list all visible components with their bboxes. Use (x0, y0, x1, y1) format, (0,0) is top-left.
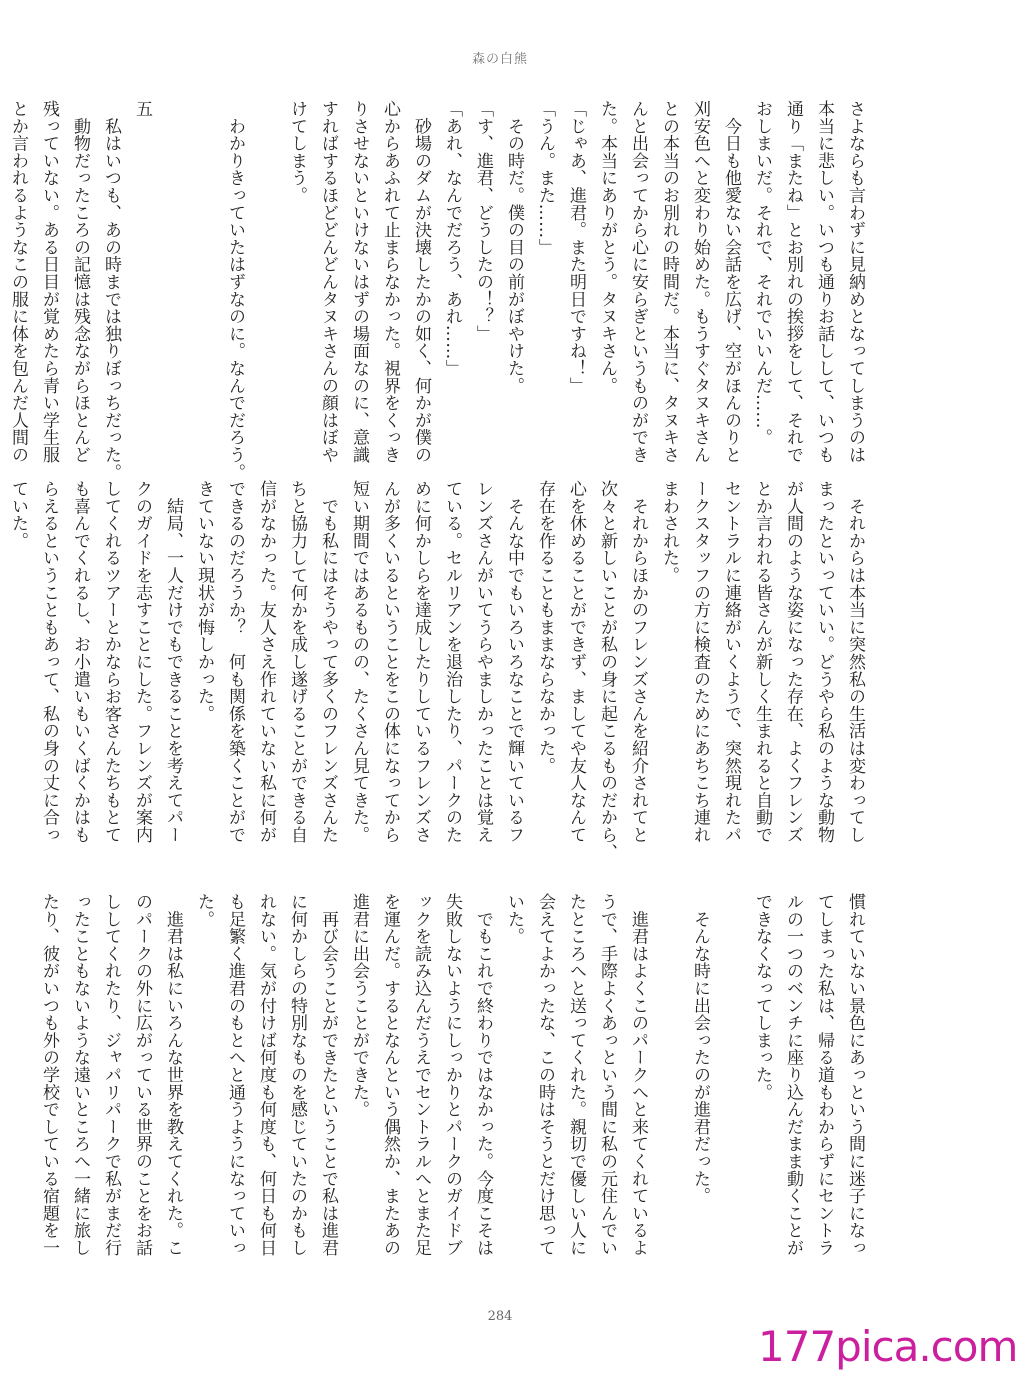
text-line: 本当に悲しい。いつも通りお話しして、いつも (814, 100, 834, 464)
text-line: 「じゃあ、進君。また明日ですね！」 (566, 100, 586, 395)
text-line: きていない現状が悔しかった。 (194, 480, 214, 723)
text-line: さよならも言わずに見納めとなってしまうのは (845, 100, 865, 464)
text-line: た。 (194, 893, 214, 928)
text-line (0, 480, 2, 855)
text-line: を運んだ。するとなんという偶然か、またあの (380, 893, 400, 1257)
text-line: クのガイドを志すことにした。フレンズが案内 (132, 480, 152, 844)
text-line: 私はいつも、あの時までは独りぼっちだった。 (101, 100, 121, 481)
text-line: との本当のお別れの時間だ。本当に、タヌキさ (659, 100, 679, 464)
text-line: その時だ。僕の目の前がぼやけた。 (504, 100, 524, 395)
text-line: 今日も他愛ない会話を広げ、空がほんのりと (721, 100, 741, 464)
text-line: わかりきっていたはずなのに。なんでだろう。 (225, 100, 245, 481)
text-line: 砂場のダムが決壊したかの如く、何かが僕の (411, 100, 431, 464)
text-line: んが多くいるということをこの体になってから (380, 480, 400, 844)
text-line: た。本当にありがとう。タヌキさん。 (597, 100, 617, 395)
text-line: 存在を作ることもままならなかった。 (535, 480, 555, 775)
text-line: ちと協力して何かを成し遂げることができる自 (287, 480, 307, 844)
text-line: 心を休めることができず、ましてや友人なんて (566, 480, 586, 844)
text-line: 次々と新しいことが私の身に起こるものだから、 (597, 480, 617, 861)
blank-line (188, 100, 219, 490)
text-line: めに何かしらを達成したりしているフレンズさ (411, 480, 431, 844)
text-line: 「す、進君、どうしたの！？」 (473, 100, 493, 343)
text-line: 「うん。また……」 (535, 100, 555, 256)
section-heading: 五 (132, 100, 152, 118)
text-line: とか言われるようなこの服に体を包んだ人間の (8, 100, 28, 464)
text-block-top (8, 100, 870, 490)
text-line: 再び会うことができたということで私は進君 (318, 893, 338, 1257)
text-line: でも私にはそうやって多くのフレンズさんた (318, 480, 338, 844)
text-line: してくれるツアーとかならお客さんたちもとて (101, 480, 121, 844)
text-line: 信がなかった。友人さえ作れていない私に何が (256, 480, 276, 844)
text-line: ークスタッフの方に検査のためにあちこち連れ (690, 480, 710, 844)
text-line: まわされた。 (659, 480, 679, 584)
text-line: 短い期間ではあるものの、たくさん見てきた。 (349, 480, 369, 844)
text-line: ししてくれたり、ジャパリパークで私がまだ行 (101, 893, 121, 1257)
text-block-bottom (39, 893, 870, 1275)
text-line: たところへと送ってくれた。親切で優しい人に (566, 893, 586, 1257)
text-line: セントラルに連絡がいくようで、突然現れたパ (721, 480, 741, 844)
text-line: たり、彼がいつも外の学校でしている宿題を一 (39, 893, 59, 1257)
text-line: 刈安色へと変わり始めた。もうすぐタヌキさん (690, 100, 710, 464)
text-line: ックを読み込んだうえでセントラルへとまた足 (411, 893, 431, 1257)
text-line: そんな中でもいろいろなことで輝いているフ (504, 480, 524, 844)
text-line: 結局、一人だけでもできることを考えてパー (163, 480, 183, 844)
text-line: 進君はよくこのパークへと来てくれているよ (628, 893, 648, 1257)
text-line: でもこれで終わりではなかった。今度こそは (473, 893, 493, 1257)
text-line: 動物だったころの記憶は残念ながらほとんど (70, 100, 90, 464)
text-line: おしまいだ。それで、それでいいんだ……。 (752, 100, 772, 446)
text-line: も喜んでくれるし、お小遣いもいくばくかはも (70, 480, 90, 844)
text-line: それからほかのフレンズさんを紹介されてと (628, 480, 648, 844)
blank-line (157, 100, 188, 490)
text-line: いた。 (504, 893, 524, 945)
text-block-middle (8, 480, 870, 861)
text-line: それからは本当に突然私の生活は変わってし (845, 480, 865, 844)
text-line: のパークの外に広がっている世界のことをお話 (132, 893, 152, 1257)
text-line: らえるということもあって、私の身の丈に合っ (39, 480, 59, 844)
text-line: 心からあふれて止まらなかった。視界をくっき (380, 100, 400, 464)
text-line: ていた。 (8, 480, 28, 550)
text-line: ルの一つのベンチに座り込んだまま動くことが (783, 893, 803, 1257)
text-line: てしまった私は、帰る道もわからずにセントラ (814, 893, 834, 1257)
text-line: 進君は私にいろんな世界を教えてくれた。こ (163, 893, 183, 1257)
text-line: 慣れていない景色にあっという間に迷子になっ (845, 893, 865, 1257)
text-line: 失敗しないようにしっかりとパークのガイドブ (442, 893, 462, 1257)
running-header: 森の白熊 (471, 52, 528, 67)
text-line: に何かしらの特別なものを感じていたのかもし (287, 893, 307, 1257)
text-line: まったといっていい。どうやら私のような動物 (814, 480, 834, 844)
text-line: ている。セルリアンを退治したり、パークのた (442, 480, 462, 844)
text-line: んと出会ってから心に安らぎというものができ (628, 100, 648, 464)
text-line: れない。気が付けば何度も何度も、何日も何日 (256, 893, 276, 1257)
text-line: すればするほどどんどんタヌキさんの顔はぼや (318, 100, 338, 464)
text-line: そんな時に出会ったのが進君だった。 (690, 893, 710, 1205)
page-number: 284 (487, 1309, 513, 1324)
blank-line (653, 893, 684, 1275)
text-line: 通り「またね」とお別れの挨拶をして、それで (783, 100, 803, 464)
blank-line (715, 893, 746, 1275)
text-line: とか言われる皆さんが新しく生まれると自動で (752, 480, 772, 844)
text-line: りさせないといけないはずの場面なのに、意識 (349, 100, 369, 464)
text-line: 進君に出会うことができた。 (349, 893, 369, 1118)
text-line: ったこともないような遠いところへ一緒に旅し (70, 893, 90, 1257)
text-line: も足繁く進君のもとへと通うようになっていっ (225, 893, 245, 1257)
text-line: 会えてよかったな、この時はそうとだけ思って (535, 893, 555, 1257)
text-line: 残っていない。ある日目が覚めたら青い学生服 (39, 100, 59, 464)
text-line: レンズさんがいてうらやましかったことは覚え (473, 480, 493, 844)
text-line: できるのだろうか？ 何も関係を築くことがで (225, 480, 245, 844)
text-line: うで、手際よくあっという間に私の元住んでい (597, 893, 617, 1257)
text-line: できなくなってしまった。 (752, 893, 772, 1101)
text-line: が人間のような姿になった存在、よくフレンズ (783, 480, 803, 844)
text-line: けてしまう。 (287, 100, 307, 204)
watermark: 177pica.com (758, 1322, 1017, 1371)
blank-line (250, 100, 281, 490)
text-line: 「あれ、なんでだろう、あれ……」 (442, 100, 462, 377)
